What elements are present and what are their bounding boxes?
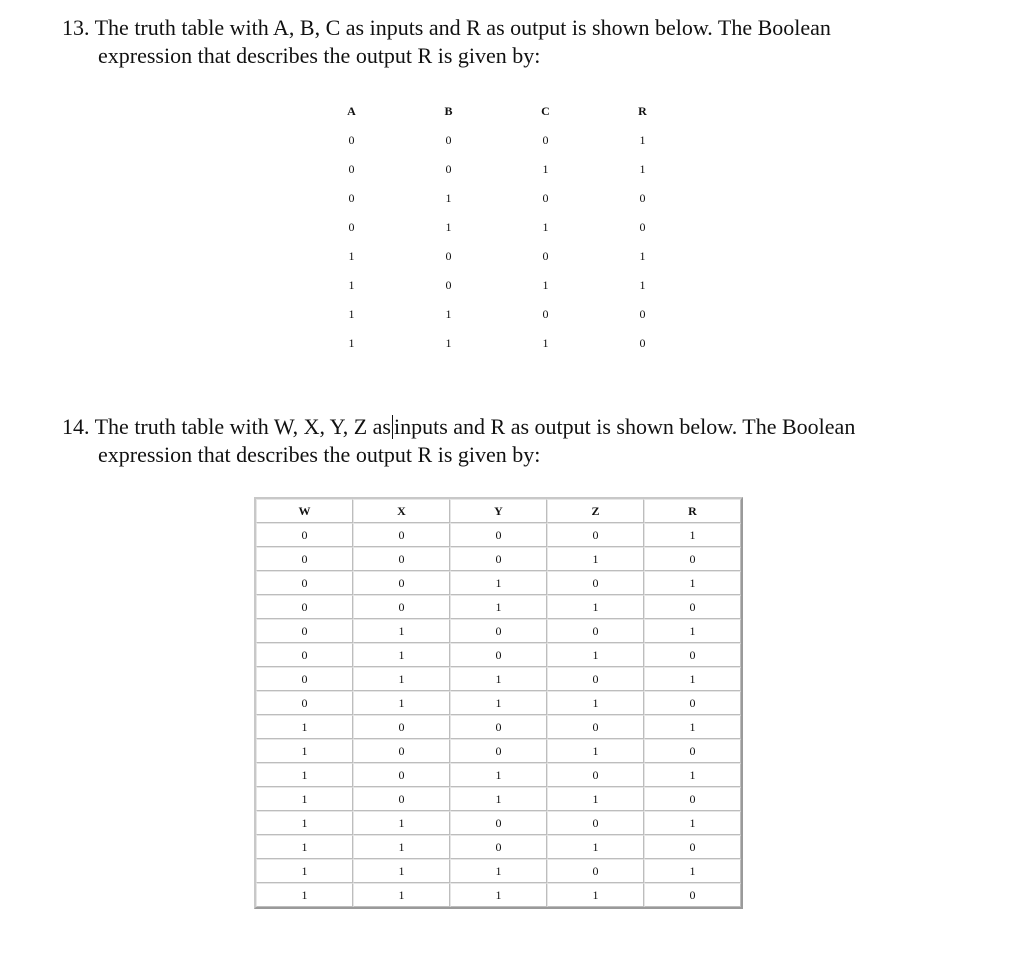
question-14-number: 14. bbox=[62, 414, 90, 439]
table-body bbox=[303, 126, 691, 358]
table-cell-z: 1 bbox=[547, 547, 644, 571]
table-cell-c: 1 bbox=[542, 162, 549, 176]
table-cell-w: 0 bbox=[256, 691, 353, 715]
table-cell-x: 1 bbox=[353, 619, 450, 643]
table-header-row bbox=[303, 97, 691, 126]
table-cell-x: 1 bbox=[353, 835, 450, 859]
table-cell-y: 0 bbox=[450, 523, 547, 547]
table-cell-y: 1 bbox=[450, 667, 547, 691]
table-cell-a: 1 bbox=[348, 278, 355, 292]
table-cell-b: 1 bbox=[445, 307, 452, 321]
table-cell-w: 1 bbox=[256, 739, 353, 763]
question-14 bbox=[62, 413, 962, 469]
table-row bbox=[256, 643, 741, 667]
table-cell-r: 1 bbox=[639, 133, 646, 147]
table-cell-w: 0 bbox=[256, 523, 353, 547]
table-cell-x: 1 bbox=[353, 643, 450, 667]
column-header-x: X bbox=[353, 499, 450, 523]
column-header-y: Y bbox=[450, 499, 547, 523]
table-cell-w: 0 bbox=[256, 619, 353, 643]
table-cell-y: 1 bbox=[450, 787, 547, 811]
table-cell-b: 1 bbox=[445, 191, 452, 205]
table-cell-z: 1 bbox=[547, 835, 644, 859]
table-row bbox=[256, 571, 741, 595]
table-cell-c: 0 bbox=[542, 191, 549, 205]
table-cell-r: 0 bbox=[644, 547, 741, 571]
table-cell-z: 1 bbox=[547, 691, 644, 715]
table-row bbox=[256, 691, 741, 715]
table-cell-x: 0 bbox=[353, 715, 450, 739]
table-cell-y: 1 bbox=[450, 859, 547, 883]
table-cell-c: 0 bbox=[542, 133, 549, 147]
table-cell-w: 0 bbox=[256, 643, 353, 667]
question-14-text-a: The truth table with W, X, Y, Z as bbox=[94, 414, 391, 439]
table-cell-z: 0 bbox=[547, 667, 644, 691]
table-cell-x: 1 bbox=[353, 859, 450, 883]
question-13-text: The truth table with A, B, C as inputs and R as output is shown below. The Boolean bbox=[94, 15, 831, 40]
table-row bbox=[256, 883, 741, 907]
table-cell-z: 0 bbox=[547, 571, 644, 595]
table-cell-z: 0 bbox=[547, 859, 644, 883]
table-header-row bbox=[256, 499, 741, 523]
table-cell-z: 1 bbox=[547, 787, 644, 811]
table-cell-b: 1 bbox=[445, 220, 452, 234]
table-cell-a: 1 bbox=[348, 307, 355, 321]
table-cell-a: 0 bbox=[348, 191, 355, 205]
table-cell-x: 0 bbox=[353, 787, 450, 811]
table-cell-x: 1 bbox=[353, 811, 450, 835]
table-cell-a: 1 bbox=[348, 249, 355, 263]
question-13-line2: expression that describes the output R is given by: bbox=[98, 43, 541, 68]
table-cell-y: 1 bbox=[450, 763, 547, 787]
table-body bbox=[256, 523, 741, 907]
table-cell-z: 1 bbox=[547, 643, 644, 667]
table-row bbox=[303, 155, 691, 184]
question-13 bbox=[62, 14, 962, 70]
table-cell-w: 1 bbox=[256, 715, 353, 739]
table-cell-a: 0 bbox=[348, 162, 355, 176]
table-cell-x: 1 bbox=[353, 667, 450, 691]
table-cell-r: 1 bbox=[644, 619, 741, 643]
table-row bbox=[303, 242, 691, 271]
table-cell-r: 0 bbox=[644, 787, 741, 811]
table-cell-w: 1 bbox=[256, 835, 353, 859]
column-header-w: W bbox=[256, 499, 353, 523]
table-cell-x: 0 bbox=[353, 739, 450, 763]
column-header-z: Z bbox=[547, 499, 644, 523]
table-cell-y: 0 bbox=[450, 643, 547, 667]
column-header-c: C bbox=[541, 104, 550, 118]
table-cell-y: 0 bbox=[450, 835, 547, 859]
table-cell-r: 1 bbox=[639, 162, 646, 176]
table-row bbox=[256, 715, 741, 739]
table-cell-r: 1 bbox=[644, 667, 741, 691]
table-cell-r: 0 bbox=[639, 336, 646, 350]
table-cell-r: 1 bbox=[644, 763, 741, 787]
question-14-text-b: inputs and R as output is shown below. The Boolean bbox=[393, 414, 856, 439]
table-cell-r: 0 bbox=[639, 220, 646, 234]
question-13-number: 13. bbox=[62, 15, 90, 40]
table-cell-z: 1 bbox=[547, 883, 644, 907]
table-cell-x: 0 bbox=[353, 523, 450, 547]
table-cell-c: 0 bbox=[542, 307, 549, 321]
table-cell-r: 1 bbox=[644, 571, 741, 595]
table-cell-c: 1 bbox=[542, 336, 549, 350]
table-row bbox=[303, 329, 691, 358]
table-cell-x: 1 bbox=[353, 883, 450, 907]
table-cell-a: 1 bbox=[348, 336, 355, 350]
table-row bbox=[256, 619, 741, 643]
table-cell-y: 1 bbox=[450, 691, 547, 715]
table-cell-w: 0 bbox=[256, 667, 353, 691]
table-cell-x: 1 bbox=[353, 691, 450, 715]
table-row bbox=[256, 835, 741, 859]
table-row bbox=[256, 811, 741, 835]
column-header-r: R bbox=[638, 104, 647, 118]
table-cell-r: 1 bbox=[644, 859, 741, 883]
question-14-line2: expression that describes the output R is given by: bbox=[98, 442, 541, 467]
table-cell-x: 0 bbox=[353, 547, 450, 571]
table-cell-x: 0 bbox=[353, 571, 450, 595]
text-cursor bbox=[392, 415, 393, 439]
table-cell-y: 0 bbox=[450, 619, 547, 643]
table-cell-z: 1 bbox=[547, 595, 644, 619]
table-cell-x: 0 bbox=[353, 595, 450, 619]
table-row bbox=[303, 126, 691, 155]
table-cell-y: 0 bbox=[450, 739, 547, 763]
table-row bbox=[256, 763, 741, 787]
table-cell-r: 1 bbox=[639, 249, 646, 263]
table-cell-b: 0 bbox=[445, 249, 452, 263]
column-header-a: A bbox=[347, 104, 356, 118]
table-cell-z: 0 bbox=[547, 715, 644, 739]
table-cell-r: 1 bbox=[644, 715, 741, 739]
table-row bbox=[256, 523, 741, 547]
table-cell-b: 0 bbox=[445, 133, 452, 147]
table-cell-w: 1 bbox=[256, 811, 353, 835]
table-cell-r: 0 bbox=[639, 191, 646, 205]
table-cell-w: 1 bbox=[256, 883, 353, 907]
table-cell-r: 0 bbox=[644, 883, 741, 907]
table-cell-r: 0 bbox=[644, 691, 741, 715]
table-cell-y: 0 bbox=[450, 715, 547, 739]
table-cell-z: 1 bbox=[547, 739, 644, 763]
table-cell-r: 0 bbox=[644, 739, 741, 763]
table-cell-r: 1 bbox=[644, 811, 741, 835]
table-row bbox=[303, 213, 691, 242]
truth-table-abc bbox=[303, 97, 691, 358]
table-row bbox=[256, 595, 741, 619]
table-row bbox=[256, 739, 741, 763]
table-cell-c: 0 bbox=[542, 249, 549, 263]
table-cell-r: 1 bbox=[644, 523, 741, 547]
table-cell-w: 0 bbox=[256, 547, 353, 571]
question-14-line1 bbox=[62, 414, 855, 439]
table-cell-z: 0 bbox=[547, 619, 644, 643]
table-row bbox=[303, 300, 691, 329]
table-cell-r: 0 bbox=[639, 307, 646, 321]
table-cell-z: 0 bbox=[547, 523, 644, 547]
table-row bbox=[256, 667, 741, 691]
table-cell-a: 0 bbox=[348, 220, 355, 234]
table-row bbox=[256, 547, 741, 571]
table-row bbox=[256, 787, 741, 811]
table-cell-w: 0 bbox=[256, 571, 353, 595]
table-cell-y: 1 bbox=[450, 883, 547, 907]
table-cell-w: 1 bbox=[256, 859, 353, 883]
question-13-line1 bbox=[62, 15, 831, 40]
column-header-b: B bbox=[444, 104, 453, 118]
table-cell-y: 0 bbox=[450, 811, 547, 835]
table-cell-w: 1 bbox=[256, 787, 353, 811]
table-row bbox=[303, 271, 691, 300]
table-cell-r: 0 bbox=[644, 643, 741, 667]
table-cell-b: 1 bbox=[445, 336, 452, 350]
table-cell-w: 1 bbox=[256, 763, 353, 787]
table-cell-z: 0 bbox=[547, 763, 644, 787]
column-header-r: R bbox=[644, 499, 741, 523]
table-cell-y: 1 bbox=[450, 595, 547, 619]
table-cell-r: 0 bbox=[644, 835, 741, 859]
table-cell-y: 1 bbox=[450, 571, 547, 595]
table-cell-b: 0 bbox=[445, 162, 452, 176]
table-cell-c: 1 bbox=[542, 220, 549, 234]
table-cell-b: 0 bbox=[445, 278, 452, 292]
table-cell-a: 0 bbox=[348, 133, 355, 147]
table-cell-z: 0 bbox=[547, 811, 644, 835]
table-cell-c: 1 bbox=[542, 278, 549, 292]
table-row bbox=[303, 184, 691, 213]
table-row bbox=[256, 859, 741, 883]
truth-table-wxyz bbox=[254, 497, 743, 909]
table-cell-x: 0 bbox=[353, 763, 450, 787]
table-cell-r: 1 bbox=[639, 278, 646, 292]
table-cell-y: 0 bbox=[450, 547, 547, 571]
table-cell-r: 0 bbox=[644, 595, 741, 619]
table-cell-w: 0 bbox=[256, 595, 353, 619]
